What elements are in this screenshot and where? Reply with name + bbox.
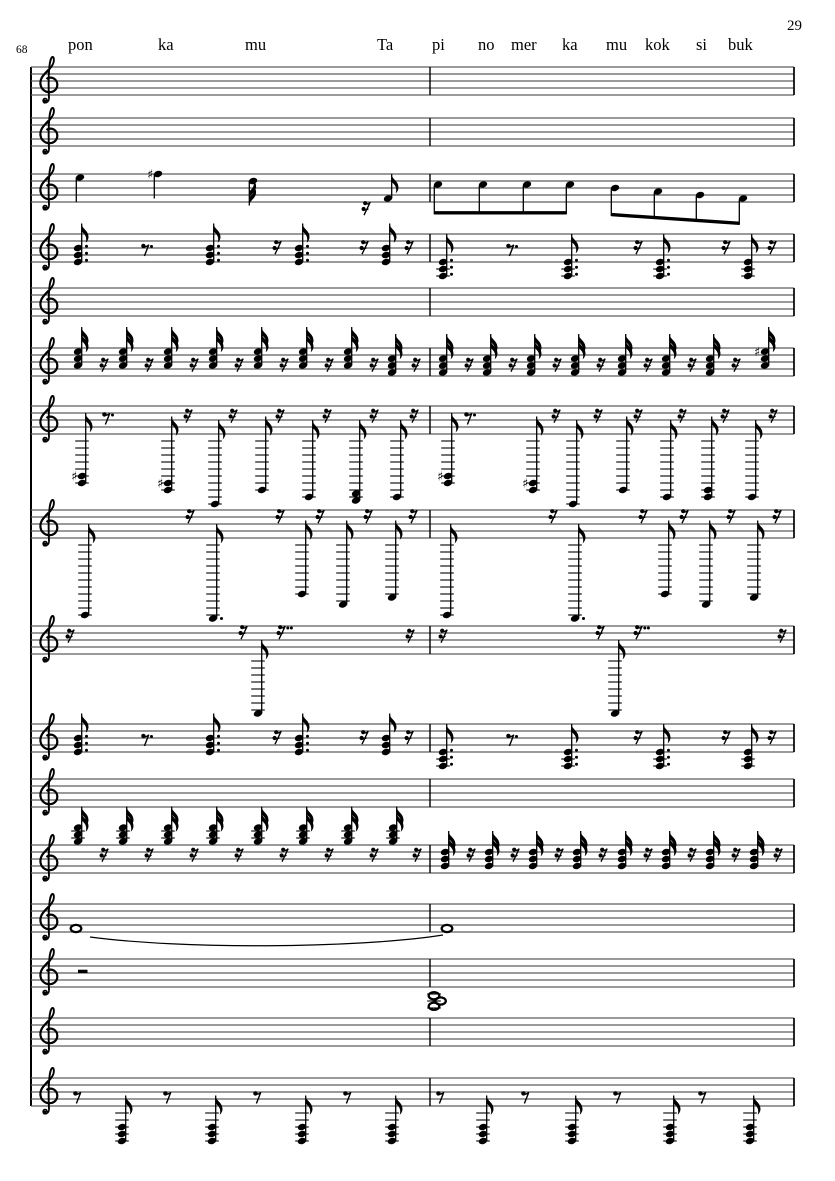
lyric-syllable: no [478,35,495,54]
treble-clef-icon [40,1008,57,1055]
staff-5 [31,278,794,325]
staff-15 [31,1008,794,1055]
staff-10 [31,714,794,771]
treble-clef-icon [40,769,57,816]
staff-11 [31,769,794,816]
notation [31,57,794,1145]
lyric-syllable: buk [728,35,753,54]
staff-8 [31,500,794,623]
lyric-syllable: Ta [377,35,394,54]
lyric-syllable: mu [606,35,628,54]
staff-9 [31,616,794,718]
lyrics-line [68,35,754,54]
treble-clef-icon [40,396,57,443]
staff-13 [31,894,794,946]
lyric-syllable: kok [645,35,670,54]
lyric-syllable: mu [245,35,267,54]
svg-text:♯: ♯ [147,166,154,182]
svg-text:♯: ♯ [437,468,444,484]
staff-6 [31,327,794,385]
staff-7 [31,396,794,508]
lyric-syllable: pon [68,35,93,54]
treble-clef-icon [40,108,57,155]
treble-clef-icon [40,714,57,761]
svg-text:♯: ♯ [522,475,529,491]
treble-clef-icon [40,224,57,271]
staff-1 [31,57,794,104]
lyric-syllable: si [696,35,708,54]
lyric-syllable: pi [432,35,445,54]
svg-text:♯: ♯ [157,475,164,491]
treble-clef-icon [40,500,57,547]
svg-text:♯: ♯ [71,468,78,484]
lyric-syllable: ka [158,35,174,54]
page-number: 29 [787,18,802,34]
measure-number: 68 [16,44,28,56]
staff-3 [31,164,794,225]
staff-2 [31,108,794,155]
treble-clef-icon [40,57,57,104]
staff-16 [31,1068,794,1145]
treble-clef-icon [40,1068,57,1115]
svg-text:♯: ♯ [754,344,761,359]
staff-12 [31,807,794,882]
lyric-syllable: mer [511,35,537,54]
staff-14 [31,949,794,1010]
treble-clef-icon [40,835,57,882]
treble-clef-icon [40,338,57,385]
staff-4 [31,224,794,281]
treble-clef-icon [40,164,57,211]
treble-clef-icon [40,949,57,996]
treble-clef-icon [40,894,57,941]
treble-clef-icon [40,278,57,325]
treble-clef-icon [40,616,57,663]
lyric-syllable: ka [562,35,578,54]
